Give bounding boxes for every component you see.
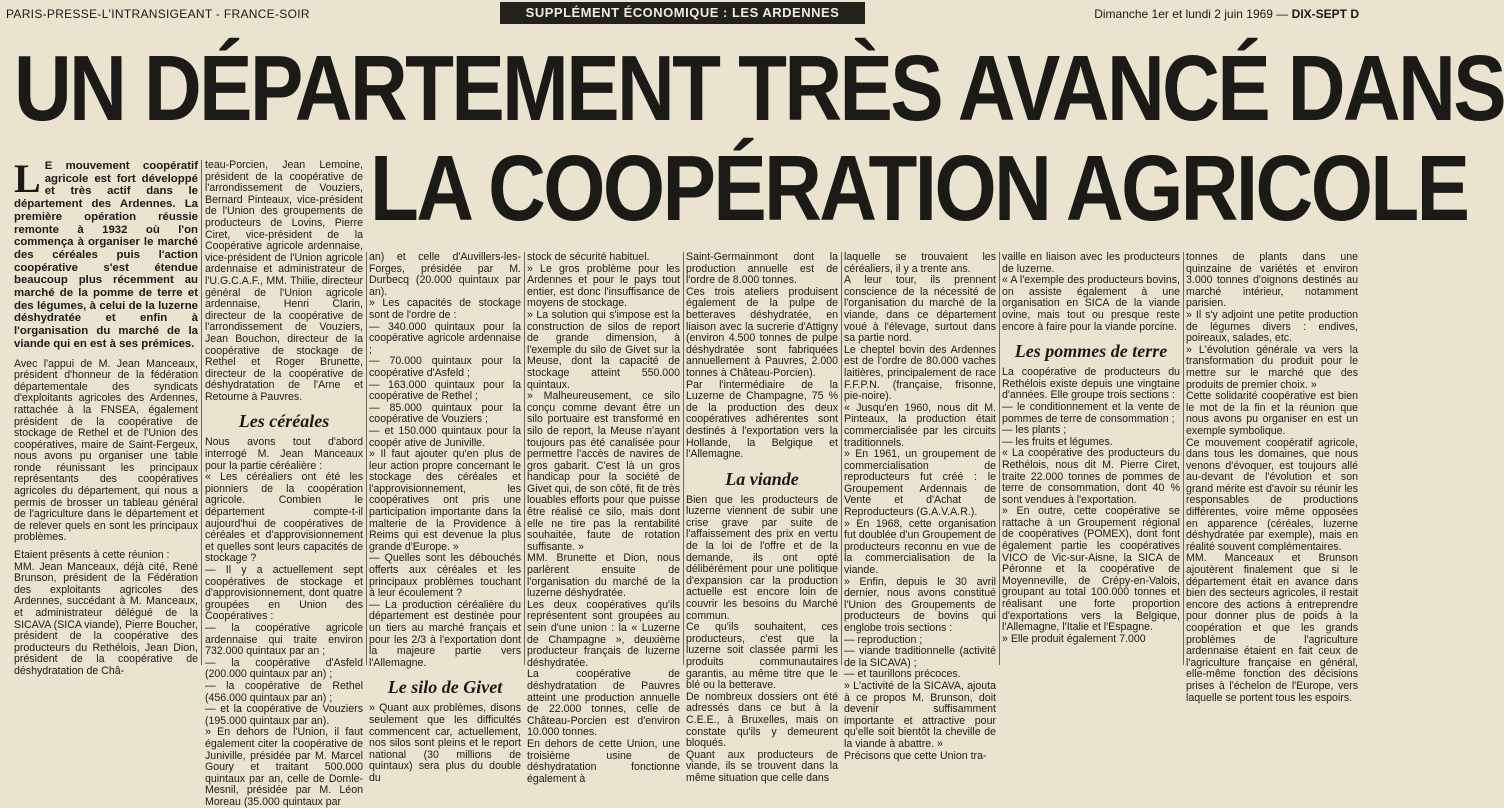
article-column-4 <box>527 251 680 785</box>
paragraph: tonnes de plants dans une quinzaine de variétés et environ 3.000 tonnes d'oignons destinés au marché intérieur, notamment parisien. <box>1186 251 1358 310</box>
paragraph: vaille en liaison avec les producteurs de luzerne. <box>1002 251 1180 275</box>
paragraph: Nous avons tout d'abord interrogé M. Jean Manceaux pour la partie céréalière : <box>205 436 363 472</box>
article-column-2 <box>205 159 363 808</box>
article-column-6 <box>844 251 996 762</box>
paragraph: La coopérative de producteurs du Rethélois existe depuis une vingtaine d'années. Elle groupe trois sections : <box>1002 366 1180 402</box>
paragraph: — la coopérative agricole ardennaise qui traite environ 732.000 quintaux par an ; <box>205 621 363 658</box>
subheading-cereales: Les céréales <box>238 411 330 432</box>
paragraph: » En outre, cette coopérative se rattache à un Groupement régional de coopératives (POMEX), dont font également partie les coopératives VICO de Vic-sur-Aisne, la SICA de Péronne et la coopérative de Moyenneville, de Crépy-en-Valois, groupant au total 100.000 tonnes et réalisant une forte proportion d'exportations vers la Belgique, l'Allemagne, l'Italie et l'Espagne. <box>1002 505 1180 634</box>
paragraph: « Jusqu'en 1960, nous dit M. Pinteaux, la production était commercialisée par les circuits traditionnels. <box>844 401 996 449</box>
paragraph: » Il faut ajouter qu'en plus de leur action propre concernant le stockage des céréales et l'approvisionnement, les coopératives ont pris une participation importante dans la malterie de la Providence à Reims qui est devenue la plus grande d'Europe. » <box>369 448 521 553</box>
article-column-8 <box>1186 251 1358 704</box>
paragraph: A leur tour, ils prennent conscience de la nécessité de l'organisation du marché de la viande, dans ce département voué à l'élevage, surtout dans sa partie nord. <box>844 274 996 345</box>
paragraph: » L'activité de la SICAVA, ajouta à ce propos M. Brunson, doit devenir suffisamment importante et attractive pour qu'elle soit bientôt la cheville de la viande à abattre. » <box>844 679 996 750</box>
paragraph: — 163.000 quintaux pour la coopérative de Rethel ; <box>369 378 521 403</box>
paragraph: En dehors de cette Union, une troisième usine de déshydratation fonctionne également à <box>527 737 680 785</box>
paragraph: Le cheptel bovin des Ardennes est de l'ordre de 80.000 vaches laitières, principalement de race F.F.P.N. (française, frisonne, pie-noire). <box>844 343 996 403</box>
article-column-7 <box>1002 252 1180 665</box>
column-rule <box>524 252 525 665</box>
paragraph: Quant aux producteurs de viande, ils se trouvent dans la même situation que celle dans <box>686 748 838 784</box>
subheading-la-viande: La viande <box>725 468 799 489</box>
paragraph: — viande traditionnelle (activité de la SICAVA) ; <box>844 645 996 669</box>
paragraph: teau-Porcien, Jean Lemoine, président de la coopérative de l'arrondissement de Vouziers, Bernard Pinteaux, vice-président de l'Union des groupements de producteurs de Lovins, Pierre Ciret, vice-président de la Coopérative agricole ardennaise, vice-président de l'Union agricole ardennaise et administrateur de l'U.G.C.A.F., MM. Thilie, directeur général de l'Union agricole ardennaise, Henri Clarin, directeur de la coopérative de l'arrondissement de Vouziers, Jean Bouchon, directeur de la coopérative de stockage de Rethel et Roger Brunette, directeur de la coopérative de déshydratation de l'Arne et Retourne à Pauvres. <box>205 159 363 403</box>
paragraph: Ce mouvement coopératif agricole, dans tous les domaines, que nous venons d'évoquer, est toujours allé au-devant de l'évolution et son grand mérite est d'avoir su réunir les responsables de productions différentes, voire même opposées en apparence (céréales, luzerne déshydratée par exemple), mais en réalité souvent complémentaires. <box>1186 436 1358 553</box>
paragraph: « Les céréaliers ont été les pionniers de la coopération agricole. Combien le département compte-t-il aujourd'hui de coopératives de céréales et d'approvisionnement et quelles sont leurs capacités de stockage ? <box>205 471 363 565</box>
paragraph: stock de sécurité habituel. <box>527 251 650 263</box>
paragraph: » En 1961, un groupement de commercialisation de reproducteurs fut créé : le Groupement Ardennais de Vente et d'Achat de Reproducteurs (G.A.V.A.R.). <box>844 448 996 519</box>
paragraph: Par l'intermédiaire de la Luzerne de Champagne, 75 % de la production des deux coopératives adhérentes sont destinés à l'exportation vers la Hollande, la Belgique et l'Allemagne. <box>686 378 838 461</box>
paragraph: » Malheureusement, ce silo conçu comme devant être un silo portuaire est transformé en silo de report, la Meuse n'ayant toujours pas été canalisée pour permettre l'accès de navires de gros gabarit. C'est là un gros handicap pour la société de Givet qui, de son côté, fit de très louables efforts pour que puisse être réalisé ce silo, mais dont elle ne tire pas la rentabilité souhaitée, faute de rotation suffisante. » <box>527 390 680 553</box>
paragraph: — Il y a actuellement sept coopératives de stockage et d'approvisionnement, dont quatre groupées en Union des Coopératives : <box>205 564 363 623</box>
date-text: Dimanche 1er et lundi 2 juin 1969 — <box>1094 7 1289 21</box>
column-rule <box>841 252 842 665</box>
paragraph: — et 150.000 quintaux pour la coopér ative de Juniville. <box>369 424 521 449</box>
newspaper-name: PARIS-PRESSE-L'INTRANSIGEANT - FRANCE-SOIR <box>6 7 310 21</box>
masthead <box>0 0 1365 26</box>
paragraph: — 70.000 quintaux pour la coopérative d'Asfeld ; <box>369 355 521 379</box>
paragraph: — les plants ; <box>1002 424 1067 437</box>
supplement-banner: SUPPLÉMENT ÉCONOMIQUE : LES ARDENNES <box>500 2 865 24</box>
column-rule <box>1183 252 1184 665</box>
column-rule <box>999 252 1000 665</box>
paragraph: — et la coopérative de Vouziers (195.000 quintaux par an). <box>205 703 363 727</box>
column-rule <box>201 160 202 665</box>
paragraph: — 85.000 quintaux pour la coopérative de Vouziers ; <box>369 401 521 426</box>
paragraph: Précisons que cette Union tra- <box>844 749 987 762</box>
paragraph: Ce qu'ils souhaitent, ces producteurs, c'est que la luzerne soit classée parmi les produits communautaires garantis, au même titre que le blé ou la betterave. <box>686 621 838 692</box>
paragraph: » Le gros problème pour les Ardennes et pour le pays tout entier, est donc l'insuffisance de moyens de stockage. <box>527 262 680 310</box>
paragraph: Ces trois ateliers produisent également de la pulpe de betteraves déshydratée, en liaison avec la sucrerie d'Attigny (environ 4.500 tonnes de pulpe déshydratée sont fabriquées annuellement à Pauvres, 2.000 tonnes à Château-Porcien). <box>686 285 838 379</box>
paragraph: De nombreux dossiers ont été adressés dans ce but à la C.E.E., à Bruxelles, mais on constate qu'ils y demeurent bloqués. <box>686 690 838 750</box>
article-column-1 <box>14 156 198 677</box>
paragraph: — La production céréalière du département est destinée pour un tiers au marché français et pour les 2/3 à l'exportation dont la majeure partie vers l'Allemagne. <box>369 598 521 669</box>
paragraph: — le conditionnement et la vente de pommes de terre de consommation ; <box>1002 400 1180 425</box>
paragraph: — la coopérative de Rethel (456.000 quintaux par an) ; <box>205 679 363 704</box>
paragraph: MM. Brunette et Dion, nous parlèrent ensuite de l'organisation du marché de la luzerne déshydratée. <box>527 552 680 600</box>
page-number: DIX-SEPT D <box>1291 7 1359 21</box>
paragraph: Etaient présents à cette réunion : <box>14 549 170 562</box>
paragraph: Bien que les producteurs de luzerne viennent de subir une crise grave par suite de l'affaissement des prix en vertu de la loi de l'offre et de la demande, ils ont opté délibérément pour une politique d'expansion car la production actuelle est encore loin de couvrir les besoins du Marché commun. <box>686 493 838 622</box>
paragraph: MM. Jean Manceaux, déjà cité, René Brunson, président de la Fédération des exploitants agricoles des Ardennes, succédant à M. Manceaux, et administrateur délégué de la SICAVA (SICA viande), Pierre Boucher, président de la coopérative des producteurs du Rethélois, Jean Dion, président de la coopérative de déshydratation de Châ- <box>14 560 198 677</box>
paragraph: » Il s'y adjoint une petite production de légumes divers : endives, poireaux, salades, etc. <box>1186 308 1358 345</box>
column-rule <box>366 252 367 665</box>
paragraph: — 340.000 quintaux pour la coopérative agricole ardennaise ; <box>369 320 521 356</box>
paragraph: — reproduction ; <box>844 633 923 646</box>
paragraph: — la coopérative d'Asfeld (200.000 quintaux par an) ; <box>205 656 363 681</box>
paragraph: — Quelles sont les débouchés offerts aux céréales et les principaux problèmes touchant à leur écoulement ? <box>369 552 521 600</box>
paragraph: » L'évolution générale va vers la transformation du produit pour le mettre sur le marché que des produits de premier choix. » <box>1186 343 1358 391</box>
paragraph: » Elle produit également 7.000 <box>1002 632 1146 645</box>
paragraph: » En dehors de l'Union, il faut également citer la coopérative de Juniville, présidée par M. Marcel Goury et traitant 500.000 quintaux par an, celle de Domle-Mesnil, présidée par M. Léon Moreau (35.000 quintaux par <box>205 726 363 808</box>
paragraph: » La solution qui s'impose est la construction de silos de report de grande dimension, à l'exemple du silo de Givet sur la Meuse, dont la capacité de stockage atteint 550.000 quintaux. <box>527 308 680 391</box>
paragraph: laquelle se trouvaient les céréaliers, il y a trente ans. <box>844 251 996 275</box>
column-rule <box>683 252 684 665</box>
paragraph: MM. Manceaux et Brunson ajoutèrent finalement que si le département était en avance dans bien des secteurs agricoles, il restait encore des actions à entreprendre pour donner plus de poids à la coopération et que les grands problèmes de l'agriculture ardennaise étaient en fait ceux de l'agriculture française en général, elle-même fonction des décisions prises à l'échelon de l'Europe, vers laquelle se portent tous les espoirs. <box>1186 552 1358 704</box>
paragraph: » Quant aux problèmes, disons seulement que les difficultés commencent car, actuellement, nos silos sont pleins et le report national (30 millions de quintaux) sera plus du double du <box>369 702 521 784</box>
paragraph: » Les capacités de stockage sont de l'ordre de : <box>369 297 521 321</box>
article-column-5 <box>686 251 838 784</box>
paragraph: » Enfin, depuis le 30 avril dernier, nous avons constitué l'Union des Groupements de producteurs de bovins qui englobe trois sections : <box>844 575 996 634</box>
article-column-3 <box>369 251 521 784</box>
paragraph: » En 1968, cette organisation fut doublée d'un Groupement de producteurs reconnu en vue de la commercialisation de la viande. <box>844 517 996 577</box>
subheading-pommes-de-terre: Les pommes de terre <box>1014 341 1168 362</box>
paragraph: — et taurillons précoces. <box>844 668 961 681</box>
subheading-silo-de-givet: Le silo de Givet <box>387 677 503 698</box>
paragraph: « A l'exemple des producteurs bovins, on assiste également à une organisation en SICA de la viande ovine, mais tout ou presque reste encore à faire pour la viande porcine. <box>1002 274 1180 333</box>
paragraph: La coopérative de déshydratation de Pauvres atteint une production annuelle de 22.000 tonnes, celle de Château-Porcien est d'environ 10.000 tonnes. <box>527 668 680 739</box>
lead-paragraph: L E mouvement coopératif agricole est fort développé et très actif dans le département des Ardennes. La première opération réussie remonte à 1932 où l'on commença à organiser le marché des céréales puis l'action coopérative s'est étendue beaucoup plus récemment au marché de la pomme de terre et des légumes, à celui de la luzerne déshydratée et enfin à l'organisation du marché de la viande qui en est à ses prémices. <box>14 156 198 350</box>
headline-line-1: UN DÉPARTEMENT TRÈS AVANCÉ DANS <box>14 36 1504 140</box>
headline-line-2: LA COOPÉRATION AGRICOLE <box>370 136 1468 240</box>
paragraph: Saint-Germainmont dont la production annuelle est de l'ordre de 8.000 tonnes. <box>686 251 838 287</box>
paragraph: Les deux coopératives qu'ils représentent sont groupées au sein d'une union : la « Luzerne de Champagne », deuxième producteur français de luzerne déshydratée. <box>527 598 680 669</box>
paragraph: — les fruits et légumes. <box>1002 435 1113 448</box>
drop-cap: L <box>14 156 41 201</box>
paragraph: Cette solidarité coopérative est bien le mot de la fin et la réunion que nous avons pu organiser en est un exemple symbolique. <box>1186 390 1358 437</box>
paragraph: Avec l'appui de M. Jean Manceaux, président d'honneur de la fédération départementale des syndicats d'exploitants agricoles des Ardennes, rattachée à la FNSEA, également président de la coopérative de stockage de Rethel et de l'Union des coopératives, maire de Saint-Fergeux, nous avons pu organiser une table ronde réunissant les principaux représentants des coopératives agricoles du département, qui nous a permis de brosser un tableau général de l'agriculture dans le département et de relever quels en sont les principaux problèmes. <box>14 357 198 544</box>
paragraph: « La coopérative des producteurs du Rethélois, nous dit M. Pierre Ciret, traite 22.000 tonnes de pommes de terre de consommation, dont 40 % sont vendues à l'exportation. <box>1002 447 1180 506</box>
paragraph: an) et celle d'Auvillers-les-Forges, présidée par M. Durbecq (20.000 quintaux par an). <box>369 251 521 298</box>
issue-date <box>1094 7 1359 21</box>
